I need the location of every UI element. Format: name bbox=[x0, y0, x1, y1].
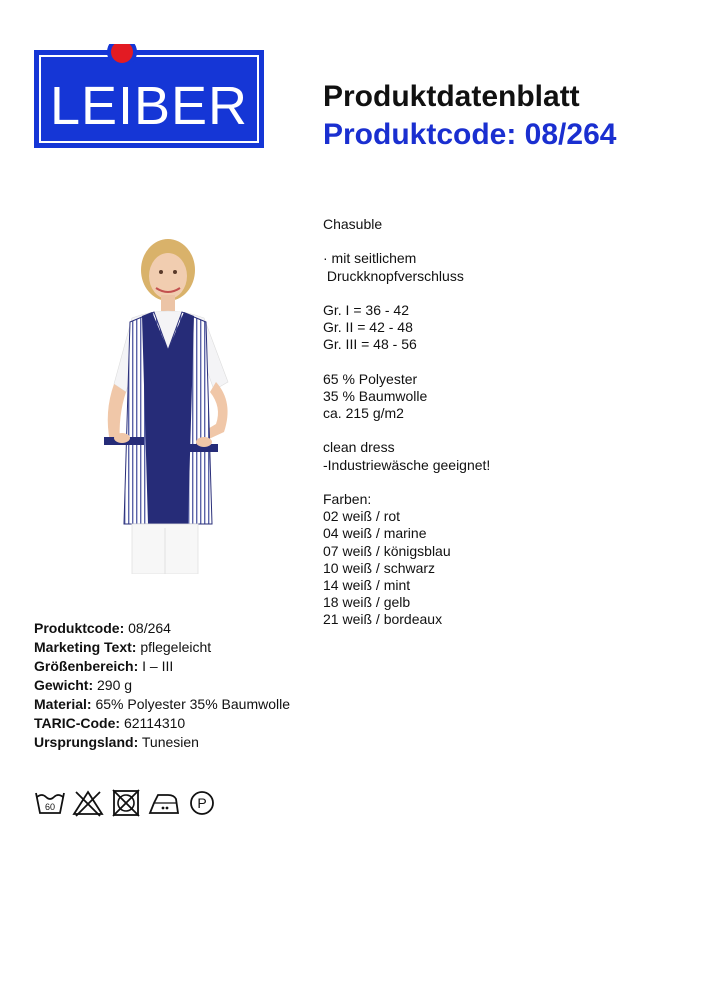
desc-line: 10 weiß / schwarz bbox=[323, 559, 436, 576]
spec-value: 62114310 bbox=[123, 715, 186, 731]
iron-low-icon bbox=[148, 789, 180, 817]
spec-row bbox=[34, 695, 290, 714]
spec-row bbox=[34, 638, 290, 657]
care-symbols bbox=[34, 789, 218, 817]
desc-line: Chasuble bbox=[323, 216, 383, 232]
spec-label: TARIC-Code: bbox=[34, 715, 121, 731]
spec-label: Produktcode: bbox=[34, 620, 125, 636]
product-code-title: Produktcode: 08/264 bbox=[323, 118, 617, 151]
desc-line: 02 weiß / rot bbox=[323, 508, 401, 525]
desc-line bbox=[323, 422, 490, 439]
spec-value: 65% Polyester 35% Baumwolle bbox=[95, 696, 291, 712]
desc-line: 14 weiß / mint bbox=[323, 576, 411, 593]
desc-line: Gr. II = 42 - 48 bbox=[323, 319, 413, 336]
desc-line bbox=[323, 354, 490, 371]
dry-clean-p-icon bbox=[186, 789, 218, 817]
spec-label: Marketing Text: bbox=[34, 639, 137, 655]
desc-line: 65 % Polyester bbox=[323, 370, 418, 387]
product-photo bbox=[100, 232, 246, 574]
spec-value: 08/264 bbox=[128, 620, 171, 636]
desc-line: ca. 215 g/m2 bbox=[323, 405, 404, 422]
page-title: Produktdatenblatt bbox=[323, 80, 580, 113]
spec-value: pflegeleicht bbox=[140, 639, 212, 655]
desc-line: Druckknopfverschluss bbox=[323, 267, 464, 284]
desc-line: 21 weiß / bordeaux bbox=[323, 611, 443, 628]
desc-line bbox=[323, 474, 490, 491]
desc-line: 04 weiß / marine bbox=[323, 525, 427, 542]
spec-label: Gewicht: bbox=[34, 677, 94, 693]
desc-line: clean dress bbox=[323, 439, 395, 456]
spec-row bbox=[34, 619, 290, 638]
desc-line: 35 % Baumwolle bbox=[323, 387, 428, 404]
spec-value: Tunesien bbox=[141, 734, 199, 750]
spec-label: Ursprungsland: bbox=[34, 734, 139, 750]
no-tumble-dry-icon bbox=[110, 789, 142, 817]
logo-text: LEIBER bbox=[49, 76, 249, 136]
desc-line bbox=[323, 285, 490, 302]
spec-value: I – III bbox=[142, 658, 174, 674]
spec-row bbox=[34, 676, 290, 695]
spec-label: Material: bbox=[34, 696, 92, 712]
desc-line: Farben: bbox=[323, 491, 372, 507]
svg-text:P: P bbox=[197, 795, 207, 811]
spec-value: 290 g bbox=[97, 677, 133, 693]
product-description bbox=[323, 216, 490, 629]
spec-row bbox=[34, 714, 290, 733]
spec-label: Größenbereich: bbox=[34, 658, 139, 674]
spec-row bbox=[34, 733, 290, 752]
desc-line bbox=[323, 233, 490, 250]
svg-text:60: 60 bbox=[44, 802, 56, 812]
no-bleach-icon bbox=[72, 789, 104, 817]
desc-line: -Industriewäsche geeignet! bbox=[323, 456, 491, 473]
spec-row bbox=[34, 657, 290, 676]
leiber-logo bbox=[34, 44, 264, 148]
desc-line: Gr. III = 48 - 56 bbox=[323, 336, 417, 353]
desc-line: 07 weiß / königsblau bbox=[323, 542, 451, 559]
desc-line: · mit seitlichem bbox=[323, 250, 417, 267]
wash-60-icon bbox=[34, 789, 66, 817]
desc-line: 18 weiß / gelb bbox=[323, 594, 411, 611]
desc-line: Gr. I = 36 - 42 bbox=[323, 301, 409, 318]
product-specs bbox=[34, 619, 290, 752]
